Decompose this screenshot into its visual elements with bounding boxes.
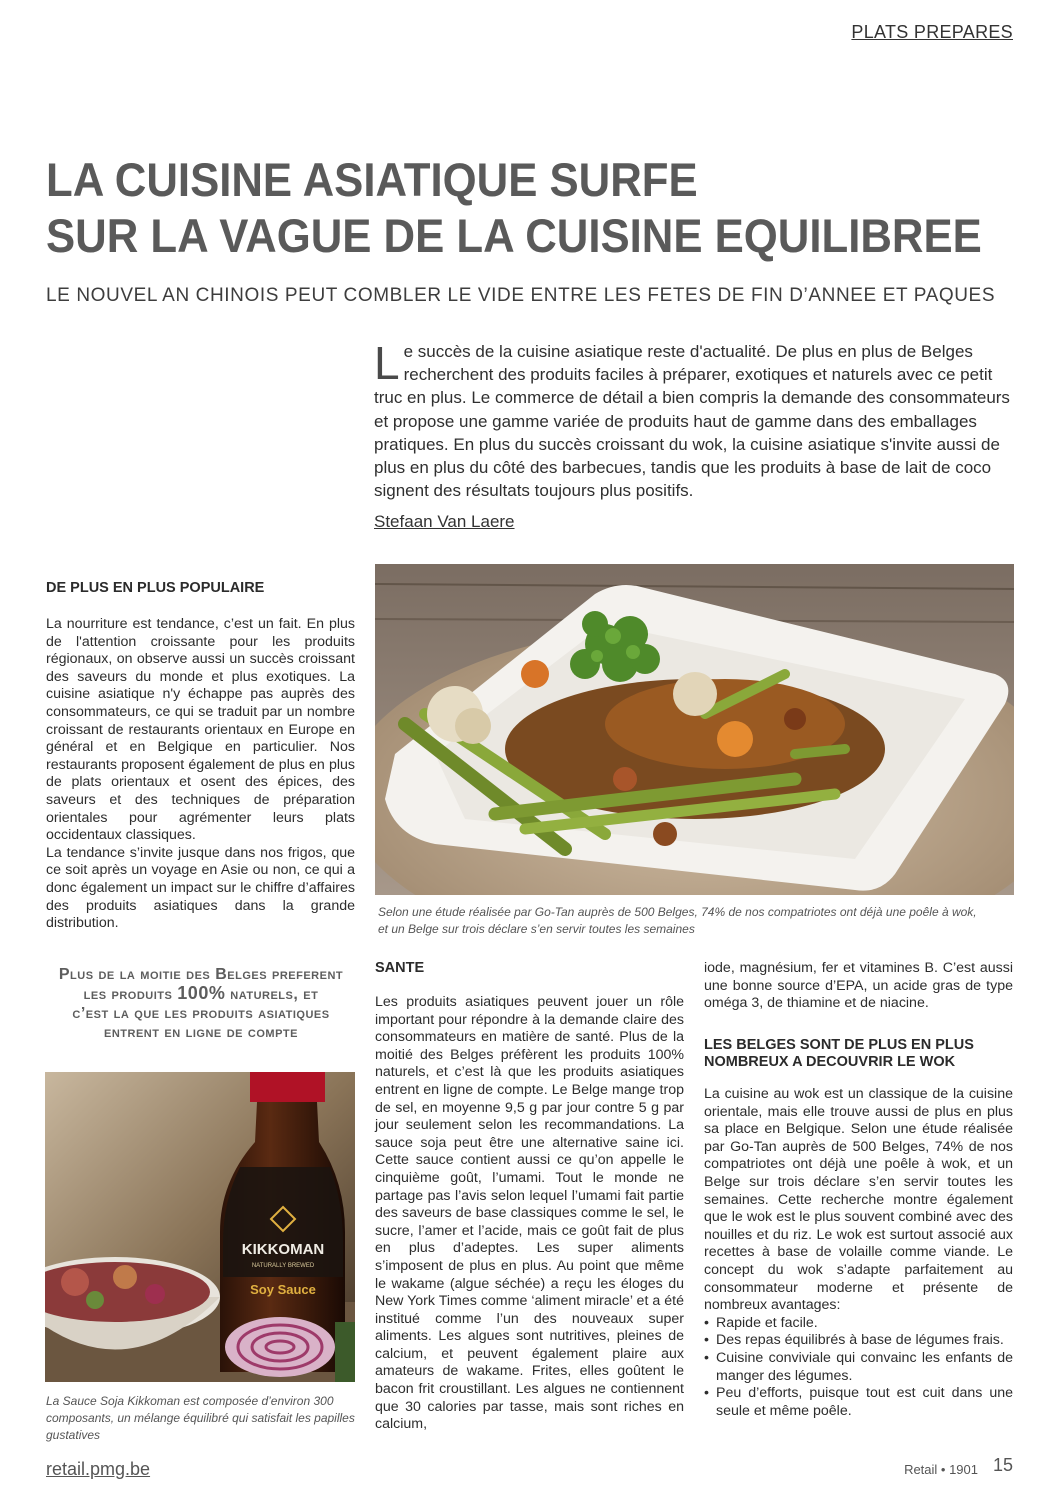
list-item: • Cuisine conviviale qui convainc les enfants de manger des légumes. bbox=[704, 1350, 1013, 1385]
section-body-sante-continued: iode, magnésium, fer et vitamines B. C’est aussi une bonne source d’EPA, un acide gras de type oméga 3, de thiamine et de niacine. bbox=[704, 960, 1013, 1012]
pull-quote-highlight: 100% bbox=[177, 983, 226, 1003]
pull-quote-line bbox=[46, 965, 356, 984]
pull-quote-text: c’est la que les produits asiatiques bbox=[72, 1005, 330, 1022]
section-body-wok bbox=[704, 1086, 1013, 1420]
lead-paragraph bbox=[374, 337, 1012, 502]
pull-quote bbox=[46, 965, 356, 1042]
bottle-sub: NATURALLY BREWED bbox=[251, 1263, 315, 1269]
advantages-list bbox=[704, 1315, 1013, 1421]
footer-issue: Retail • 1901 bbox=[904, 1462, 978, 1477]
section-heading-wok: LES BELGES SONT DE PLUS EN PLUS NOMBREUX A DECOUVRIR LE WOK bbox=[704, 1037, 974, 1070]
bottle-brand: KIKKOMAN bbox=[241, 1241, 325, 1258]
pull-quote-line bbox=[46, 1004, 356, 1023]
section-body-populaire bbox=[46, 616, 355, 933]
section-heading-sante: SANTE bbox=[375, 960, 425, 976]
lead-text: e succès de la cuisine asiatique reste d'actualité. De plus en plus de Belges recherchent des produits faciles à préparer, exotiques et naturels avec ce petit truc en plus. Le commerce de détail a bien compris la demande des consommateurs et propose une gamme variée de produits haut de gamme dans des emballages pratiques. En plus du succès croissant du wok, la cuisine asiatique s'invite aussi de plus en plus du côté des barbecues, tandis que les produits à base de lait de coco signent des résultats toujours plus positifs. bbox=[374, 342, 1010, 501]
title-line-1: LA CUISINE ASIATIQUE SURFE bbox=[46, 153, 698, 206]
paragraph: La tendance s’invite jusque dans nos frigos, que ce soit après un voyage en Asie ou non, ce qui a donc également un impact sur le chiffre d’affaires des produits asiatiques dans la grande distribution. bbox=[46, 844, 355, 932]
drop-cap: L bbox=[374, 337, 400, 389]
pull-quote-line bbox=[46, 1023, 356, 1042]
bottle-product: Soy Sauce bbox=[250, 1282, 316, 1297]
section-tag: PLATS PREPARES bbox=[851, 22, 1013, 42]
section-body-sante: Les produits asiatiques peuvent jouer un rôle important pour répondre à la demande claire des consommateurs en matière de santé. Plus de la moitié des Belges préfèrent les produits 100% naturels, et c’est là que les produits asiatiques entrent en ligne de compte. Le Belge mange trop de sel, en moyenne 9,5 g par jour contre 5 g par jour seulement selon les recommandations. La sauce soja peut être une alternative saine ici. Cette sauce contient aussi ce qu’on appelle le cinquième goût, l’umami. Tout le monde ne partage pas l’avis selon lequel l’umami fait partie des saveurs de base classiques comme le sel, le sucre, l’amer et l’acide, mais ce goût fait de plus en plus d’adeptes. Les super aliments s’imposent de plus en plus. Au point que même le wakame (algue séchée) a reçu les éloges du New York Times comme ‘aliment miracle’ et a été institué comme l’un des nouveaux super aliments. Les algues sont nutritives, pleines de calcium, et peuvent également plaire aux amateurs de wakame. Frites, elles goûtent le bacon frit croustillant. Les algues ne contiennent que 30 calories par tasse, mais sont riches en calcium, bbox=[375, 994, 684, 1433]
pull-quote-text: naturels, et bbox=[225, 986, 319, 1003]
article-subtitle: LE NOUVEL AN CHINOIS PEUT COMBLER LE VIDE ENTRE LES FETES DE FIN D’ANNEE ET PAQUES bbox=[46, 285, 996, 306]
author-byline[interactable]: Stefaan Van Laere bbox=[374, 512, 515, 531]
list-item: • Peu d’efforts, puisque tout est cuit dans une seule et même poêle. bbox=[704, 1385, 1013, 1420]
pull-quote-line bbox=[46, 984, 356, 1004]
wok-dish-photo bbox=[375, 564, 1014, 895]
kikkoman-photo bbox=[45, 1072, 355, 1382]
list-item: • Rapide et facile. bbox=[704, 1315, 1013, 1333]
pull-quote-text: les produits bbox=[83, 986, 178, 1003]
pull-quote-text: entrent en ligne de compte bbox=[104, 1024, 298, 1041]
paragraph: La cuisine au wok est un classique de la cuisine orientale, mais elle trouve aussi de plus en plus sa place en Belgique. Selon une étude réalisée par Go-Tan auprès de 500 Belges, 74% de nos compatriotes ont déjà une poêle à wok, et un Belge sur trois déclare s’en servir toutes les semaines. Cette recherche montre également que le wok est le plus souvent combiné avec des nouilles et du riz. Le wok est surtout associé aux recettes à base de volaille comme viande. Le concept du wok s’adapte parfaitement au consommateur moderne et présente de nombreux avantages: bbox=[704, 1086, 1013, 1314]
title-line-2: SUR LA VAGUE DE LA CUISINE EQUILIBREE bbox=[46, 209, 982, 262]
kikkoman-illustration bbox=[45, 1072, 355, 1382]
footer-url-link[interactable]: retail.pmg.be bbox=[46, 1459, 151, 1479]
wok-dish-illustration bbox=[375, 564, 1014, 895]
article-title bbox=[46, 152, 982, 264]
page-number: 15 bbox=[992, 1455, 1013, 1475]
paragraph: La nourriture est tendance, c’est un fait. En plus de l'attention croissante pour les produits régionaux, on observe aussi un succès croissant des saveurs du monde et plus exotiques. La cuisine asiatique n'y échappe pas auprès des consommateurs, ce qui se traduit par un nombre croissant de restaurants orientaux en Europe en général et en Belgique en particulier. Nos restaurants proposent également de plus en plus de plats orientaux et osent des épices, des saveurs et des techniques de préparation orientales pour agrémenter leurs plats occidentaux classiques. bbox=[46, 616, 355, 844]
section-heading-populaire: DE PLUS EN PLUS POPULAIRE bbox=[46, 580, 265, 596]
pull-quote-text: Plus de la moitie des Belges preferent bbox=[58, 966, 344, 983]
list-item: • Des repas équilibrés à base de légumes frais. bbox=[704, 1332, 1013, 1350]
soy-caption: La Sauce Soja Kikkoman est composée d’environ 300 composants, un mélange équilibré qui satisfait les papilles gustatives bbox=[46, 1394, 355, 1442]
wok-caption: Selon une étude réalisée par Go-Tan auprès de 500 Belges, 74% de nos compatriotes ont déjà une poêle à wok, et un Belge sur trois déclare s’en servir toutes les semaines bbox=[378, 905, 977, 936]
